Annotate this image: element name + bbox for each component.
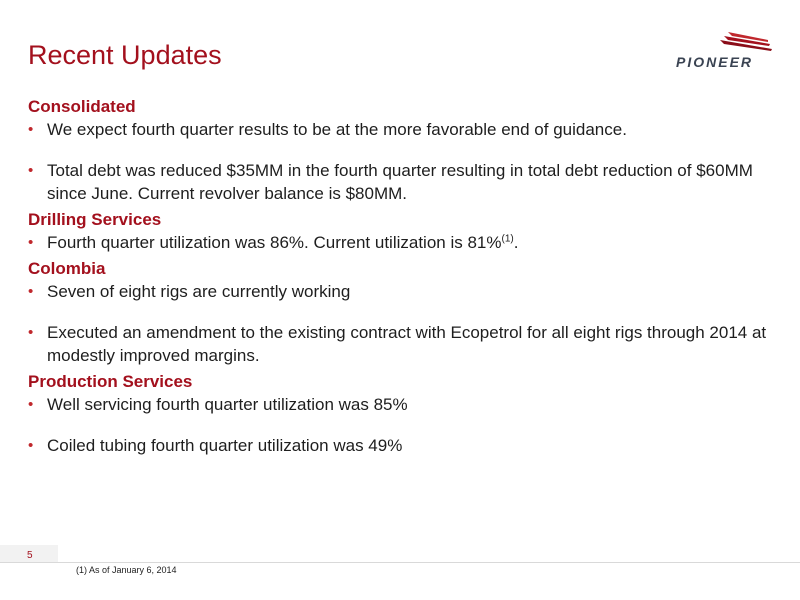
logo-swoosh-icon [676,30,776,54]
page-title: Recent Updates [28,40,222,70]
bullet-text: Seven of eight rigs are currently working [47,282,351,301]
list-item [28,434,778,457]
bullet-icon: • [28,121,34,138]
list-item [28,280,778,303]
bullet-icon: • [28,396,34,413]
bullet-icon: • [28,324,34,341]
bullet-icon: • [28,162,34,179]
company-logo [676,30,776,76]
bullet-icon: • [28,437,34,454]
bullet-text: Coiled tubing fourth quarter utilization was 49% [47,436,403,455]
bullet-text: We expect fourth quarter results to be at the more favorable end of guidance. [47,120,627,139]
list-item [28,118,778,141]
footnote-reference: (1) [501,233,514,245]
footer-divider [0,562,800,563]
bullet-text: Executed an amendment to the existing contract with Ecopetrol for all eight rigs through 2014 at modestly improved margins. [47,323,767,365]
section-heading-consolidated: Consolidated [28,97,136,116]
list-item [28,321,778,367]
bullet-text: Fourth quarter utilization was 86%. Current utilization is 81% [47,233,502,252]
bullet-icon: • [28,234,34,251]
bullet-icon: • [28,283,34,300]
section-heading-colombia: Colombia [28,259,106,278]
logo-wordmark: PIONEER [676,54,754,70]
slide-body [28,96,778,457]
footnote: (1) As of January 6, 2014 [76,565,177,575]
list-item [28,159,778,205]
bullet-text: Total debt was reduced $35MM in the fourth quarter resulting in total debt reduction of $60MM since June. Current revolver balance is $80MM. [47,161,753,203]
list-item [28,231,778,254]
bullet-text: Well servicing fourth quarter utilization was 85% [47,395,408,414]
bullet-text-tail: . [513,233,519,252]
list-item [28,393,778,416]
section-heading-drilling-services: Drilling Services [28,210,162,229]
section-heading-production-services: Production Services [28,372,193,391]
page-number: 5 [27,550,33,561]
